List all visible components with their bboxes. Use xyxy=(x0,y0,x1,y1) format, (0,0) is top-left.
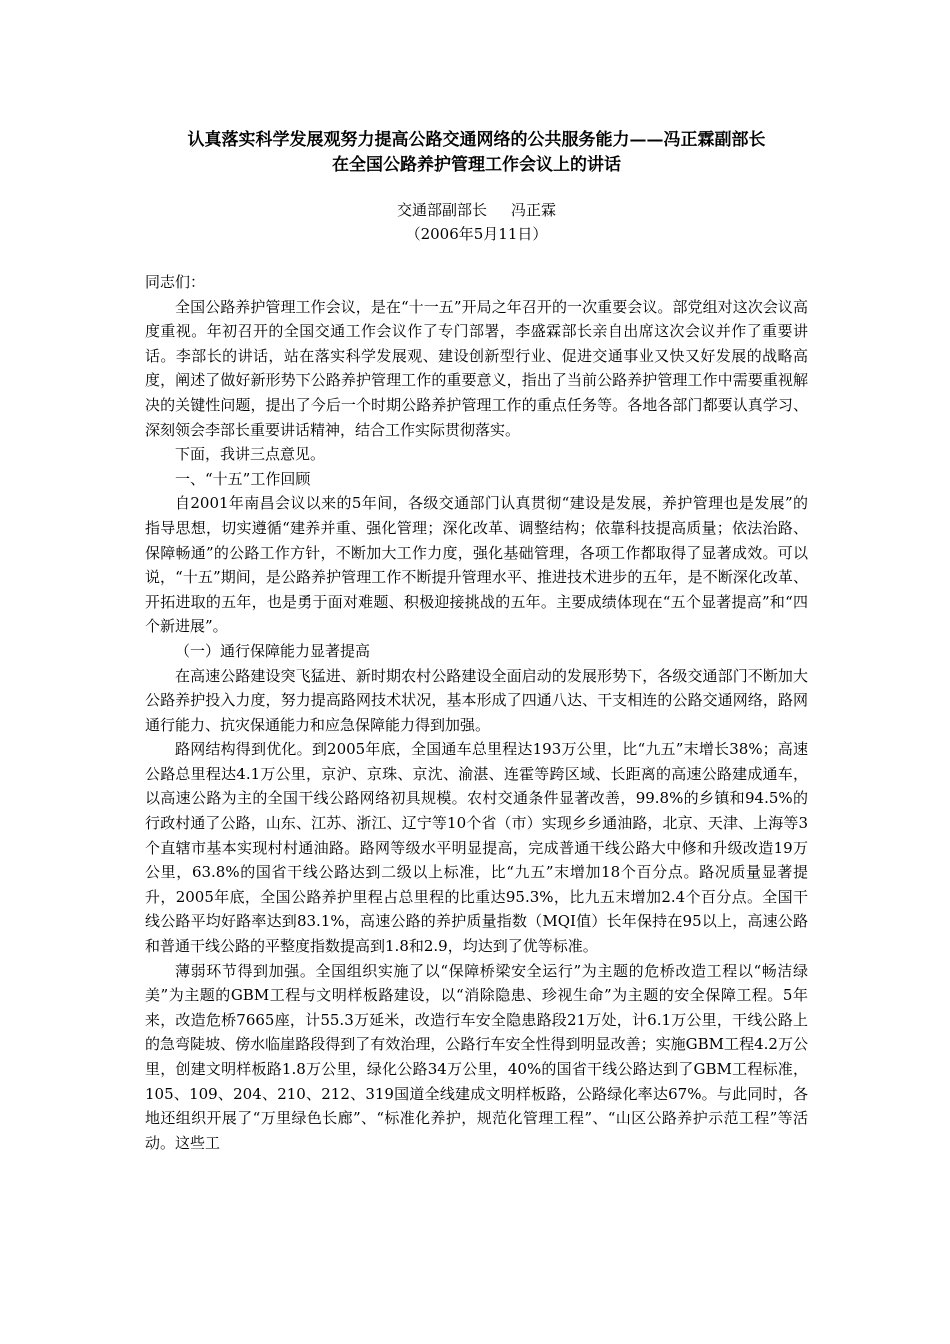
document-title xyxy=(145,128,808,178)
paragraph-weak-links: 薄弱环节得到加强。全国组织实施了以“保障桥梁安全运行”为主题的危桥改造工程以“畅洁绿美”为主题的GBM工程与文明样板路建设，以“消除隐患、珍视生命”为主题的安全保障工程。5年来，改造危桥7665座，计55.3万延米，改造行车安全隐患路段21万处，计6.1万公里，干线公路上的急弯陡坡、傍水临崖路段得到了有效治理，公路行车安全性得到明显改善；实施GBM工程4.2万公里，创建文明样板路1.8万公里，绿化公路34万公里，40%的国省干线公路达到了GBM工程标准，105、109、204、210、212、319国道全线建成文明样板路，公路绿化率达67%。与此同时，各地还组织开展了“万里绿色长廊”、“标准化养护，规范化管理工程”、“山区公路养护示范工程”等活动。这些工 xyxy=(145,961,808,1152)
speech-date: （2006年5月11日） xyxy=(405,225,548,243)
paragraph-three-points: 下面，我讲三点意见。 xyxy=(175,445,326,464)
salutation: 同志们： xyxy=(145,273,206,291)
paragraph-network-structure: 路网结构得到优化。到2005年底，全国通车总里程达193万公里，比“九五”末增长38%；高速公路总里程达4.1万公里，京沪、京珠、京沈、渝湛、连霍等跨区域、长距离的高速公路建成通车，以高速公路为主的全国干线公路网络初具规模。农村交通条件显著改善，99.8%的乡镇和94.5%的行政村通了公路，山东、江苏、浙江、辽宁等10个省（市）实现乡乡通油路，北京、天津、上海等3个直辖市基本实现村村通油路。路网等级水平明显提高，完成普通干线公路大中修和升级改造19万公里，63.8%的国省干线公路达到二级以上标准，比“九五”末增加18个百分点。路况质量显著提升，2005年底，全国公路养护里程占总里程的比重达95.3%，比九五末增加2.4个百分点。全国干线公路平均好路率达到83.1%，高速公路的养护质量指数（MQI值）长年保持在95以上，高速公路和普通干线公路的平整度指数提高到1.8和2.9，均达到了优等标准。 xyxy=(145,740,808,956)
author-name: 冯正霖 xyxy=(511,201,557,219)
speech-body xyxy=(145,270,808,1155)
author-role: 交通部副部长 xyxy=(396,201,487,219)
title-line-2: 在全国公路养护管理工作会议上的讲话 xyxy=(332,155,621,175)
subsection-heading-capacity: （一）通行保障能力显著提高 xyxy=(175,641,371,660)
byline xyxy=(145,198,808,246)
document-page xyxy=(145,128,808,1155)
section-heading-review: 一、“十五”工作回顾 xyxy=(175,469,311,488)
paragraph-review-summary: 自2001年南昌会议以来的5年间，各级交通部门认真贯彻“建设是发展，养护管理也是发展”的指导思想，切实遵循“建养并重、强化管理；深化改革、调整结构；依靠科技提高质量；依法治路、保障畅通”的公路工作方针，不断加大工作力度，强化基础管理，各项工作都取得了显著成效。可以说，“十五”期间，是公路养护管理工作不断提升管理水平、推进技术进步的五年，是不断深化改革、开拓进取的五年，也是勇于面对难题、积极迎接挑战的五年。主要成绩体现在“五个显著提高”和“四个新进展”。 xyxy=(145,494,808,636)
paragraph-intro: 全国公路养护管理工作会议，是在“十一五”开局之年召开的一次重要会议。部党组对这次会议高度重视。年初召开的全国交通工作会议作了专门部署，李盛霖部长亲自出席这次会议并作了重要讲话。李部长的讲话，站在落实科学发展观、建设创新型行业、促进交通事业又快又好发展的战略高度，阐述了做好新形势下公路养护管理工作的重要意义，指出了当前公路养护管理工作中需要重视解决的关键性问题，提出了今后一个时期公路养护管理工作的重点任务等。各地各部门都要认真学习、深刻领会李部长重要讲话精神，结合工作实际贯彻落实。 xyxy=(145,297,808,439)
title-line-1: 认真落实科学发展观努力提高公路交通网络的公共服务能力——冯正霖副部长 xyxy=(187,130,766,150)
paragraph-capacity: 在高速公路建设突飞猛进、新时期农村公路建设全面启动的发展形势下，各级交通部门不断加大公路养护投入力度，努力提高路网技术状况，基本形成了四通八达、干支相连的公路交通网络，路网通行能力、抗灾保通能力和应急保障能力得到加强。 xyxy=(145,666,808,734)
